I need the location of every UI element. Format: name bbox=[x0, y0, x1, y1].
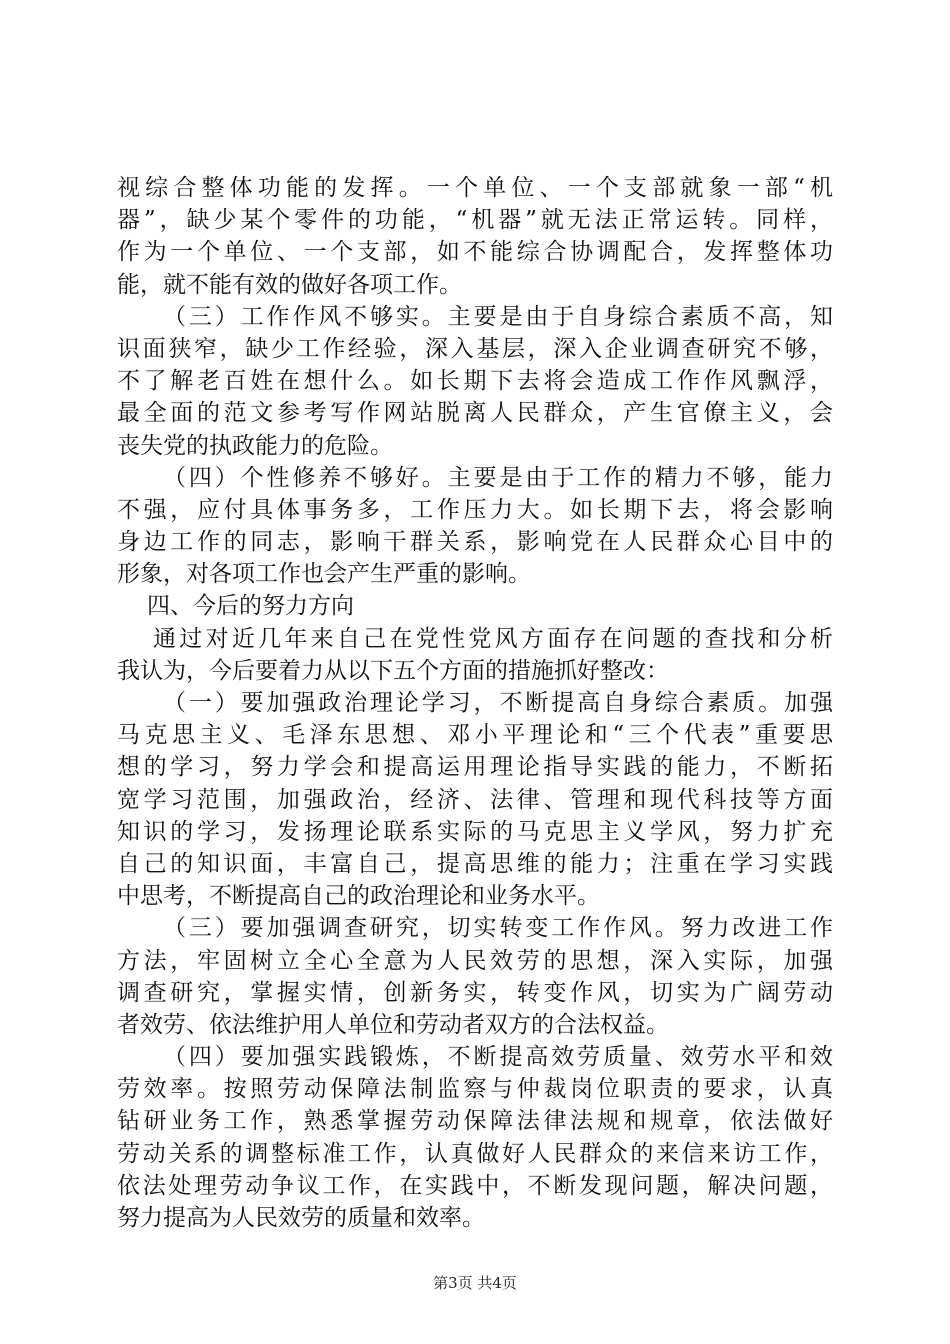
text-line: 不强，应付具体事务多，工作压力大。如长期下去，将会影响 bbox=[117, 496, 833, 523]
text-line: 自己的知识面，丰富自己，提高思维的能力；注重在学习实践 bbox=[117, 850, 833, 877]
text-line: 不了解老百姓在想什么。如长期下去将会造成工作作风飘浮， bbox=[117, 368, 833, 395]
text-line: 中思考，不断提高自己的政治理论和业务水平。 bbox=[117, 883, 600, 910]
section-heading: 四、今后的努力方向 bbox=[147, 593, 354, 620]
text-line: 依法处理劳动争议工作，在实践中，不断发现问题，解决问题， bbox=[117, 1172, 833, 1199]
text-line: 我认为，今后要着力从以下五个方面的措施抓好整改： bbox=[117, 657, 669, 684]
text-line: 方法，牢固树立全心全意为人民效劳的思想，深入实际，加强 bbox=[117, 947, 833, 974]
text-line: 识面狭窄，缺少工作经验，深入基层，深入企业调查研究不够， bbox=[117, 335, 833, 362]
text-line: 视综合整体功能的发挥。一个单位、一个支部就象一部“机 bbox=[117, 175, 833, 201]
text-line: （三）要加强调查研究，切实转变工作作风。努力改进工作 bbox=[163, 915, 833, 942]
text-line: （四）个性修养不够好。主要是由于工作的精力不够，能力 bbox=[163, 464, 833, 491]
text-line: 作为一个单位、一个支部，如不能综合协调配合，发挥整体功 bbox=[117, 239, 833, 266]
text-line: 能，就不能有效的做好各项工作。 bbox=[117, 271, 462, 298]
page-number-footer: 第3页 共4页 bbox=[433, 1274, 517, 1292]
text-line: （四）要加强实践锻炼，不断提高效劳质量、效劳水平和效 bbox=[163, 1044, 833, 1071]
text-line: 钻研业务工作，熟悉掌握劳动保障法律法规和规章，依法做好 bbox=[117, 1108, 833, 1135]
text-line: 形象，对各项工作也会产生严重的影响。 bbox=[117, 561, 531, 588]
text-line: 身边工作的同志，影响干群关系，影响党在人民群众心目中的 bbox=[117, 529, 833, 556]
text-line: 马克思主义、毛泽东思想、邓小平理论和“三个代表”重要思 bbox=[117, 722, 833, 749]
text-line: 宽学习范围，加强政治，经济、法律、管理和现代科技等方面 bbox=[117, 786, 833, 813]
text-line: 劳动关系的调整标准工作，认真做好人民群众的来信来访工作， bbox=[117, 1140, 833, 1167]
text-line: 者效劳、依法维护用人单位和劳动者双方的合法权益。 bbox=[117, 1011, 669, 1038]
text-line: 器”，缺少某个零件的功能，“机器”就无法正常运转。同样， bbox=[117, 207, 833, 234]
text-line: （一）要加强政治理论学习，不断提高自身综合素质。加强 bbox=[163, 690, 833, 716]
text-line: 知识的学习，发扬理论联系实际的马克思主义学风，努力扩充 bbox=[117, 818, 833, 845]
text-line: 想的学习，努力学会和提高运用理论指导实践的能力，不断拓 bbox=[117, 754, 833, 781]
text-line: （三）工作作风不够实。主要是由于自身综合素质不高，知 bbox=[163, 303, 833, 330]
text-line: 通过对近几年来自己在党性党风方面存在问题的查找和分析 bbox=[153, 625, 833, 652]
text-line: 劳效率。按照劳动保障法制监察与仲裁岗位职责的要求，认真 bbox=[117, 1076, 833, 1103]
text-line: 丧失党的执政能力的危险。 bbox=[117, 432, 393, 459]
text-line: 最全面的范文参考写作网站脱离人民群众，产生官僚主义，会 bbox=[117, 400, 833, 427]
body-text bbox=[117, 172, 833, 1234]
text-line: 调查研究，掌握实情，创新务实，转变作风，切实为广阔劳动 bbox=[117, 979, 833, 1006]
text-line: 努力提高为人民效劳的质量和效率。 bbox=[117, 1205, 485, 1231]
